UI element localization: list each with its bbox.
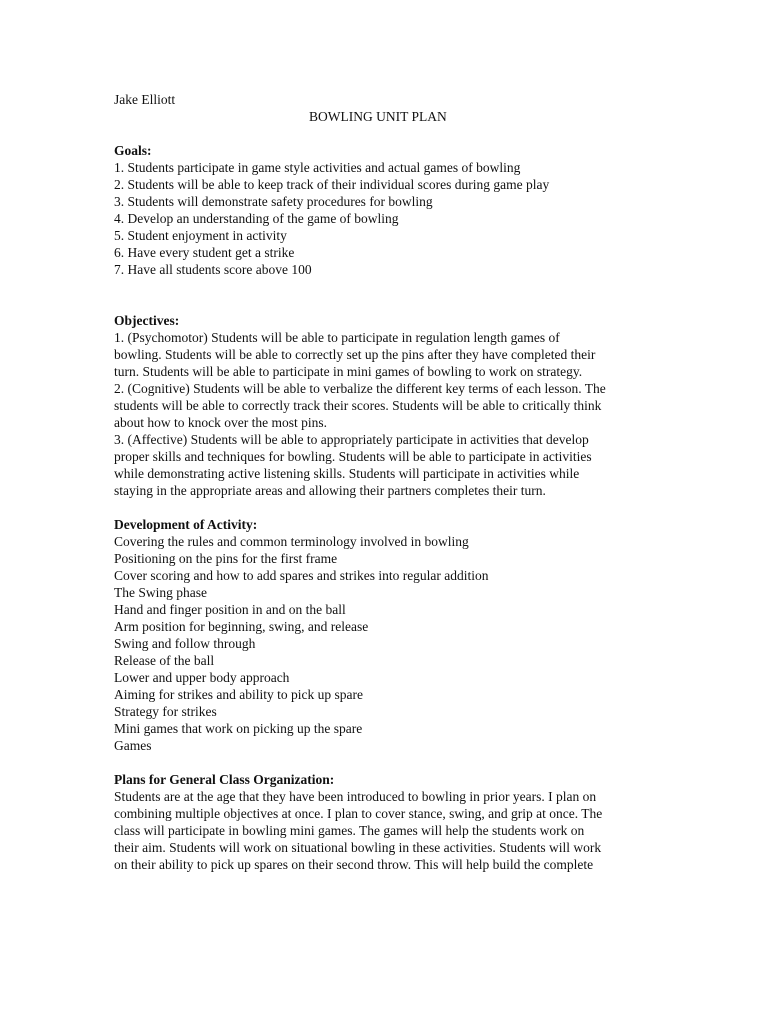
goal-item: 6. Have every student get a strike [114,245,295,260]
document-title: BOWLING UNIT PLAN [309,109,447,124]
objectives-line: 1. (Psychomotor) Students will be able to participate in regulation length games of [114,330,560,345]
goal-item: 5. Student enjoyment in activity [114,228,287,243]
organization-line: on their ability to pick up spares on their second throw. This will help build the complete [114,857,594,872]
development-list [114,533,634,754]
spacer [114,754,634,771]
goal-item: 4. Develop an understanding of the game of bowling [114,211,399,226]
development-item: Aiming for strikes and ability to pick up spare [114,687,363,702]
objectives-line: turn. Students will be able to participate in mini games of bowling to work on strategy. [114,364,583,379]
organization-line: combining multiple objectives at once. I plan to cover stance, swing, and grip at once. The [114,806,603,821]
organization-line: Students are at the age that they have been introduced to bowling in prior years. I plan on [114,789,597,804]
objectives-line: staying in the appropriate areas and allowing their partners completes their turn. [114,483,546,498]
objectives-text [114,329,634,499]
objectives-line: 2. (Cognitive) Students will be able to verbalize the different key terms of each lesson. The [114,381,606,396]
objectives-line: while demonstrating active listening skills. Students will participate in activities while [114,466,580,481]
goals-heading: Goals: [114,143,152,158]
goals-list [114,159,634,278]
objectives-line: proper skills and techniques for bowling. Students will be able to participate in activities [114,449,592,464]
organization-line: their aim. Students will work on situational bowling in these activities. Students will work [114,840,602,855]
goal-item: 7. Have all students score above 100 [114,262,312,277]
organization-line: class will participate in bowling mini games. The games will help the students work on [114,823,585,838]
development-item: Lower and upper body approach [114,670,290,685]
objectives-line: 3. (Affective) Students will be able to appropriately participate in activities that develop [114,432,589,447]
organization-text [114,788,634,873]
document-page [114,91,634,873]
objectives-line: about how to knock over the most pins. [114,415,327,430]
development-item: Cover scoring and how to add spares and strikes into regular addition [114,568,489,583]
objectives-line: students will be able to correctly track their scores. Students will be able to critically think [114,398,602,413]
development-item: Covering the rules and common terminology involved in bowling [114,534,469,549]
development-item: Arm position for beginning, swing, and release [114,619,369,634]
development-item: Strategy for strikes [114,704,217,719]
development-item: Swing and follow through [114,636,256,651]
objectives-heading: Objectives: [114,313,180,328]
spacer [114,499,634,516]
spacer [114,125,634,142]
spacer [114,278,634,312]
goal-item: 3. Students will demonstrate safety procedures for bowling [114,194,433,209]
development-item: Positioning on the pins for the first frame [114,551,338,566]
development-item: Mini games that work on picking up the spare [114,721,363,736]
goal-item: 2. Students will be able to keep track of their individual scores during game play [114,177,550,192]
development-item: Hand and finger position in and on the ball [114,602,346,617]
development-heading: Development of Activity: [114,517,258,532]
development-item: Games [114,738,152,753]
development-item: The Swing phase [114,585,207,600]
author-name: Jake Elliott [114,92,176,107]
development-item: Release of the ball [114,653,215,668]
goal-item: 1. Students participate in game style activities and actual games of bowling [114,160,521,175]
objectives-line: bowling. Students will be able to correctly set up the pins after they have completed their [114,347,596,362]
organization-heading: Plans for General Class Organization: [114,772,335,787]
